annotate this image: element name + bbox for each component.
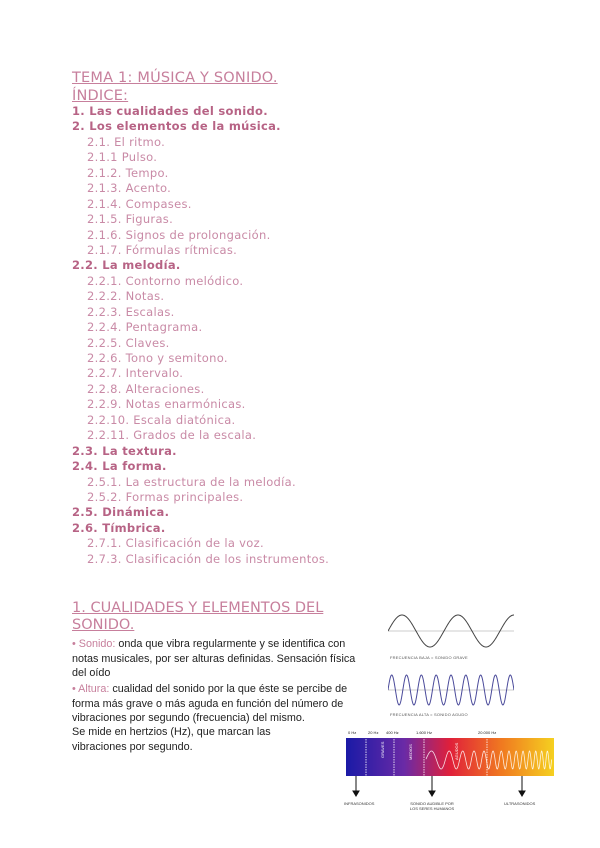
toc-item: 2.2.3. Escalas.	[87, 304, 175, 319]
sonido-text: onda que vibra regularmente y se identifica con notas musicales, por ser alturas definidas. Sensación física del oído	[72, 638, 356, 680]
toc-item: 2.5.1. La estructura de la melodía.	[87, 474, 296, 489]
hertz-text: Se mide en hertzios (Hz), que marcan las vibraciones por segundo.	[72, 726, 271, 753]
toc-item: 2.1. El ritmo.	[87, 134, 166, 149]
toc-item: 2.2.7. Intervalo.	[87, 366, 184, 381]
toc-item: 2.1.3. Acento.	[87, 181, 172, 196]
band-agudos: AGUDOS	[454, 742, 459, 760]
document-title: TEMA 1: MÚSICA Y SONIDO.	[72, 70, 278, 86]
toc-item: 2.1.1 Pulso.	[87, 150, 158, 165]
spectrum-band	[346, 738, 554, 776]
toc-item: 2.1.4. Compases.	[87, 196, 192, 211]
sonido-definition	[72, 637, 362, 681]
ultrasound-label: ULTRASONIDOS	[504, 801, 536, 806]
toc-item: 2.1.6. Signos de prolongación.	[87, 227, 271, 242]
frequency-spectrum	[344, 728, 556, 820]
low-wave-caption: FRECUENCIA BAJA = SONIDO GRAVE	[390, 655, 468, 660]
toc-item: 1. Las cualidades del sonido.	[72, 104, 268, 118]
high-frequency-wave	[388, 671, 514, 709]
infrasound-label: INFRASONIDOS	[344, 801, 375, 806]
toc-item: 2.2. La melodía.	[72, 258, 181, 273]
toc-item: 2.6. Tímbrica.	[72, 520, 166, 535]
tick-1600hz: 1.600 Hz	[416, 730, 433, 735]
toc-item: 2.2.2. Notas.	[87, 289, 165, 304]
index-heading: ÍNDICE:	[72, 88, 129, 104]
altura-definition	[72, 682, 362, 726]
toc-item: 2.1.2. Tempo.	[87, 165, 169, 180]
table-of-contents	[72, 104, 392, 567]
toc-item: 2.5. Dinámica.	[72, 505, 170, 520]
toc-item: 2.1.5. Figuras.	[87, 212, 174, 227]
toc-item: 2.2.9. Notas enarmónicas.	[87, 397, 246, 412]
band-graves: GRAVES	[380, 741, 385, 758]
toc-item: 2.2.10. Escala diatónica.	[87, 412, 236, 427]
section-title: 1. CUALIDADES Y ELEMENTOS DEL SONIDO.	[72, 600, 324, 633]
toc-item: 2.2.1. Contorno melódico.	[87, 273, 244, 288]
band-medios: MEDIOS	[408, 744, 413, 760]
tick-400hz: 400 Hz	[386, 730, 399, 735]
toc-item: 2.2.4. Pentagrama.	[87, 320, 203, 335]
tick-0hz: 0 Hz	[348, 730, 357, 735]
high-wave-caption: FRECUENCIA ALTA = SONIDO AGUDO	[390, 712, 468, 717]
toc-item: 2.1.7. Fórmulas rítmicas.	[87, 242, 238, 257]
toc-item: 2.2.11. Grados de la escala.	[87, 428, 257, 443]
toc-item: 2.3. La textura.	[72, 443, 177, 458]
altura-text: cualidad del sonido por la que éste se percibe de forma más grave o más aguda en función del número de vibraciones por segundo (frecuencia) del mismo.	[72, 683, 348, 725]
toc-item: 2. Los elementos de la música.	[72, 119, 281, 134]
low-frequency-wave	[388, 612, 514, 650]
toc-item: 2.7.1. Clasificación de la voz.	[87, 536, 264, 551]
toc-item: 2.5.2. Formas principales.	[87, 489, 244, 504]
tick-20hz: 20 Hz	[368, 730, 379, 735]
toc-item: 2.4. La forma.	[72, 459, 167, 474]
sonido-label: • Sonido:	[72, 638, 116, 650]
toc-item: 2.7.3. Clasificación de los instrumentos.	[87, 551, 330, 566]
altura-label: • Altura:	[72, 683, 110, 695]
toc-item: 2.2.6. Tono y semitono.	[87, 351, 228, 365]
toc-item: 2.2.5. Claves.	[87, 335, 170, 350]
tick-20000hz: 20.000 Hz	[478, 730, 497, 735]
toc-item: 2.2.8. Alteraciones.	[87, 381, 205, 396]
audible-label: SONIDO AUDIBLE POR LOS SERES HUMANOS	[409, 801, 455, 811]
